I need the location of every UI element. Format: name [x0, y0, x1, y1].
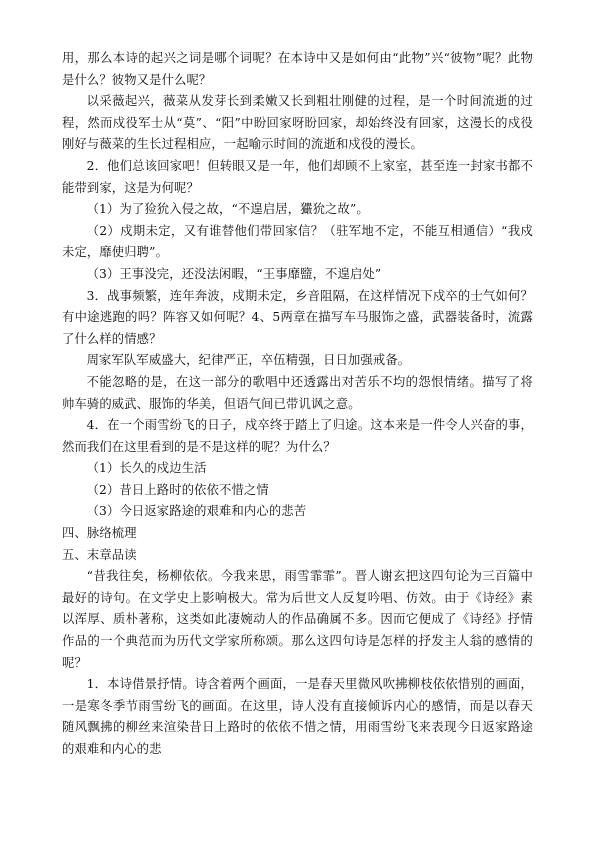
- paragraph: 周家军队军威盛大，纪律严正，卒伍精强，日日加强戒备。: [86, 353, 411, 368]
- question-3: 3．战事频繁，连年奔波，戍期未定，乡音阻隔，在这样情况下戍卒的士气如何？有中途逃跑的吗？阵容又如何呢？4、5两章在描写车马服饰之盛，武器装备时，流露了什么样的情感？: [62, 288, 533, 346]
- document-body: [62, 48, 533, 761]
- paragraph: “昔我往矣，杨柳依依。今我来思，雨雪霏霏”。晋人谢玄把这四句论为三百篇中最好的诗句。在文学史上影响极大。常为后世文人反复吟唱、仿效。由于《诗经》素以浑厚、质朴著称，这类如此凄婉动人的作品确属不多。因而它便成了《诗经》抒情作品的一个典范而为历代文学家所称颂。那么这四句诗是怎样的抒发主人翁的感情的呢？: [62, 569, 533, 670]
- answer-item: （3）今日返家路途的艰难和内心的悲苦: [86, 504, 307, 519]
- question-2: 2．他们总该回家吧！但转眼又是一年，他们却顾不上家室，甚至连一封家书都不能带到家，这是为何呢？: [62, 158, 533, 195]
- paragraph: 用，那么本诗的起兴之词是哪个词呢？在本诗中又是如何由“此物”兴“彼物”呢？此物是什么？彼物又是什么呢？: [62, 51, 533, 87]
- section-heading: 四、脉络梳理: [62, 526, 137, 541]
- paragraph: 不能忽略的是，在这一部分的歌唱中还透露出对苦乐不均的怨恨情绪。描写了将帅车骑的威武、服饰的华美，但语气间已带讥讽之意。: [62, 374, 533, 411]
- paragraph: 以采薇起兴，薇菜从发芽长到柔嫩又长到粗壮刚健的过程，是一个时间流逝的过程，然而戍役军士从“莫”、“阳”中盼回家呀盼回家，却始终没有回家，这漫长的戍役刚好与薇菜的生长过程相应，一起喻示时间的流逝和戍役的漫长。: [62, 94, 533, 152]
- section-heading: 五、末章品读: [62, 547, 137, 562]
- paragraph: 1．本诗借景抒情。诗含着两个画面，一是春天里微风吹拂柳枝依依惜别的画面，一是寒冬季节雨雪纷飞的画面。在这里，诗人没有直接倾诉内心的感情，而是以春天随风飘拂的柳丝来渲染昔日上路时的依依不惜之情，用雨雪纷飞来表现今日返家路途的艰难和内心的悲: [62, 677, 533, 756]
- answer-item: （2）戍期未定，又有谁替他们带回家信？（驻军地不定，不能互相通信）“我戍未定，靡使归聘”。: [62, 223, 533, 260]
- answer-item: （3）王事没完，还没法闲暇，“王事靡盬，不遑启处”: [86, 266, 382, 281]
- answer-item: （1）为了猃狁入侵之故，“不遑启居，玁狁之故”。: [86, 202, 369, 217]
- question-4: 4．在一个雨雪纷飞的日子，戍卒终于踏上了归途。这本来是一件令人兴奋的事，然而我们在这里看到的是不是这样的呢？为什么？: [62, 418, 533, 454]
- answer-item: （2）昔日上路时的依依不惜之情: [86, 482, 269, 497]
- answer-item: （1）长久的戍边生活: [86, 461, 207, 476]
